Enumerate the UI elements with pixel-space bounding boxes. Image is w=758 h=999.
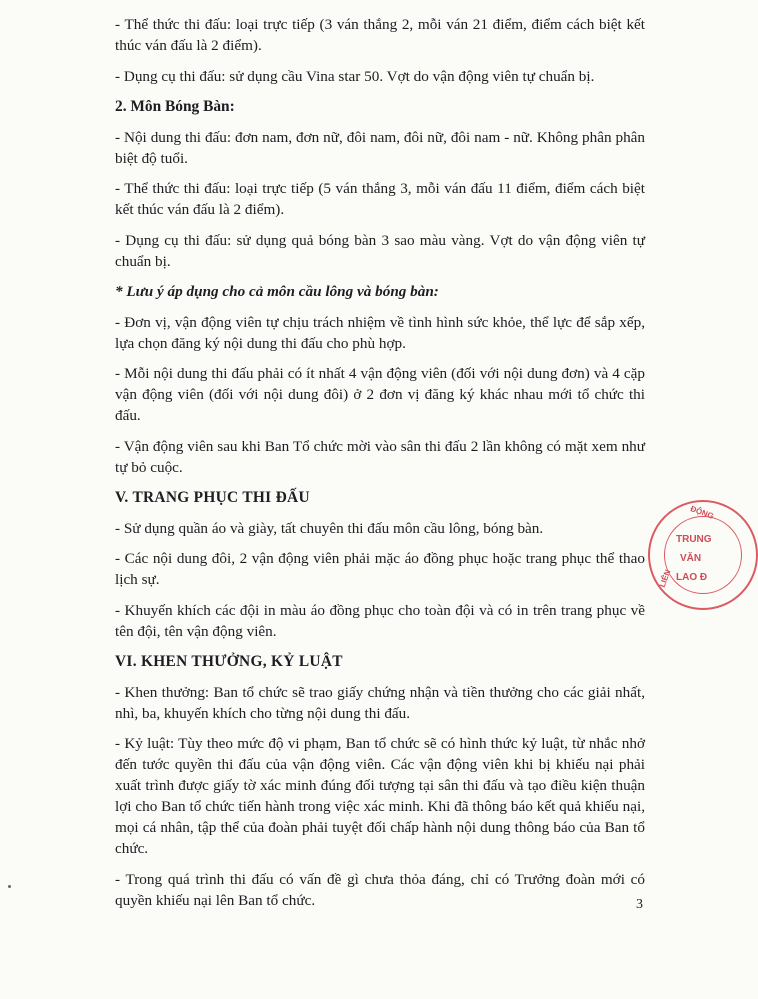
page-number: 3 (636, 897, 643, 912)
section-v-heading: V. TRANG PHỤC THI ĐẤU (115, 489, 310, 506)
paragraph-badminton-equipment: - Dụng cụ thi đấu: sử dụng cầu Vina star 50. Vợt do vận động viên tự chuẩn bị. (115, 67, 595, 85)
scan-speck (8, 885, 11, 888)
paragraph-badminton-format: - Thể thức thi đấu: loại trực tiếp (3 ván thắng 2, mỗi ván 21 điểm, điểm cách biệt kết thúc ván đấu là 2 điểm). (115, 16, 645, 54)
paragraph-tt-events: - Nội dung thi đấu: đơn nam, đơn nữ, đôi nam, đôi nữ, đôi nam - nữ. Không phân phân biệt độ tuổi. (115, 128, 645, 167)
note-heading: * Lưu ý áp dụng cho cả môn cầu lông và bóng bàn: (115, 283, 439, 300)
paragraph-attire-shoes: - Sử dụng quần áo và giày, tất chuyên thi đấu môn cầu lông, bóng bàn. (115, 519, 544, 537)
paragraph-complaints: - Trong quá trình thi đấu có vấn đề gì chưa thỏa đáng, chỉ có Trưởng đoàn mới có quyền khiếu nại lên Ban tổ chức. (115, 870, 645, 909)
section-vi-heading: VI. KHEN THƯỞNG, KỶ LUẬT (115, 653, 343, 670)
paragraph-tt-equipment: - Dụng cụ thi đấu: sử dụng quả bóng bàn 3 sao màu vàng. Vợt do vận động viên tự chuẩn bị. (115, 231, 645, 270)
document-body (115, 14, 645, 920)
heading-table-tennis: 2. Môn Bóng Bàn: (115, 98, 235, 115)
seal-arc-top: ĐỘNG (689, 504, 715, 521)
paragraph-attire-uniform: - Khuyến khích các đội in màu áo đồng phục cho toàn đội và có in trên trang phục về tên đội, tên vận động viên. (115, 601, 645, 640)
paragraph-note-health: - Đơn vị, vận động viên tự chịu trách nhiệm về tình hình sức khỏe, thể lực để sắp xếp, lựa chọn đăng ký nội dung thi đấu cho phù hợp. (115, 313, 645, 352)
paragraph-discipline: - Kỷ luật: Tùy theo mức độ vi phạm, Ban tổ chức sẽ có hình thức kỷ luật, từ nhắc nhở đến tước quyền thi đấu của vận động viên. Các vận động viên khi bị khiếu nại phải xuất trình được giấy tờ xác minh đúng đối tượng tại sân thi đấu và tạo điều kiện thuận lợi cho Ban tổ chức tiến hành trong việc xác minh. Khi đã thông báo kết quả khiếu nại, mọi cá nhân, tập thể của đoàn phải tuyệt đối chấp hành nội dung thông báo của Ban tổ chức. (115, 735, 645, 857)
paragraph-note-minimum: - Mỗi nội dung thi đấu phải có ít nhất 4 vận động viên (đối với nội dung đơn) và 4 cặp vận động viên (đối với nội dung đôi) ở 2 đơn vị đăng ký khác nhau mới tổ chức thi đấu. (115, 365, 645, 424)
paragraph-rewards: - Khen thưởng: Ban tổ chức sẽ trao giấy chứng nhận và tiền thưởng cho các giải nhất, nhì, ba, khuyến khích cho từng nội dung thi đấu. (115, 683, 645, 722)
paragraph-tt-format: - Thể thức thi đấu: loại trực tiếp (5 ván thắng 3, mỗi ván đấu 11 điểm, điểm cách biệt kết thúc ván đấu là 2 điểm). (115, 180, 645, 218)
paragraph-attire-doubles: - Các nội dung đôi, 2 vận động viên phải mặc áo đồng phục hoặc trang phục thể thao lịch sự. (115, 550, 645, 588)
seal-line-3: LAO Đ (676, 572, 708, 583)
seal-arc-left: LIÊN (657, 568, 673, 589)
paragraph-note-forfeit: - Vận động viên sau khi Ban Tổ chức mời vào sân thi đấu 2 lần không có mặt xem như tự bỏ cuộc. (115, 437, 645, 476)
seal-line-2: VĂN (680, 553, 702, 564)
seal-line-1: TRUNG (676, 534, 712, 545)
red-seal-stamp (648, 500, 758, 610)
